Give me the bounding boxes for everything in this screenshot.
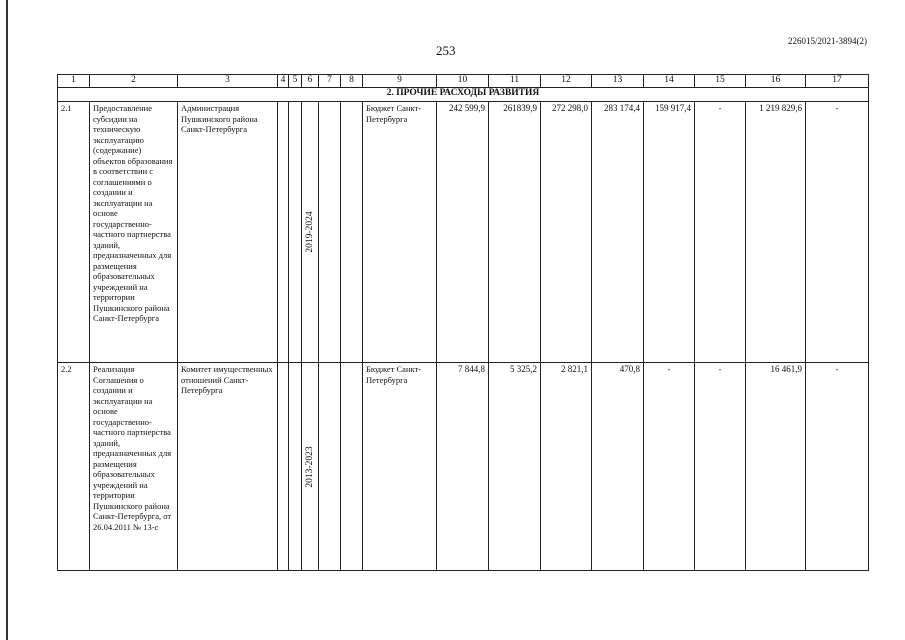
column-header: 9 xyxy=(363,75,437,88)
value-col17: - xyxy=(806,102,869,363)
cell-c8 xyxy=(341,102,363,363)
period: 2013-2023 xyxy=(304,445,315,488)
column-header: 13 xyxy=(592,75,644,88)
row-number: 2.2 xyxy=(58,363,90,571)
value-col17: - xyxy=(806,363,869,571)
row-number: 2.1 xyxy=(58,102,90,363)
column-header: 15 xyxy=(695,75,746,88)
value-col16: 1 219 829,6 xyxy=(746,102,806,363)
cell-c7 xyxy=(319,102,341,363)
cell-c4 xyxy=(278,102,289,363)
cell-c8 xyxy=(341,363,363,571)
value-col11: 261839,9 xyxy=(489,102,541,363)
column-header: 8 xyxy=(341,75,363,88)
cell-c4 xyxy=(278,363,289,571)
value-col12: 2 821,1 xyxy=(541,363,592,571)
column-header: 10 xyxy=(437,75,489,88)
cell-c5 xyxy=(289,363,302,571)
value-col11: 5 325,2 xyxy=(489,363,541,571)
value-col14: 159 917,4 xyxy=(644,102,695,363)
column-header: 5 xyxy=(289,75,302,88)
period: 2019-2024 xyxy=(304,211,315,253)
value-col14: - xyxy=(644,363,695,571)
value-col16: 16 461,9 xyxy=(746,363,806,571)
column-header: 12 xyxy=(541,75,592,88)
column-header: 4 xyxy=(278,75,289,88)
value-col10: 7 844,8 xyxy=(437,363,489,571)
budget-table xyxy=(57,74,869,571)
section-row xyxy=(58,88,869,102)
measure-name: Реализация Соглашения о создании и эксплуатации на основе государственно-частного партнерства зданий, предназначенных для размещения образовательных учреждений на территории Пушкинского района Санкт-Петербурга, от 26.04.2011 № 13-с xyxy=(90,363,178,571)
column-header: 11 xyxy=(489,75,541,88)
cell-c7 xyxy=(319,363,341,571)
column-number-row xyxy=(58,75,869,88)
section-title: 2. ПРОЧИЕ РАСХОДЫ РАЗВИТИЯ xyxy=(58,88,869,102)
page-number: 253 xyxy=(436,43,456,58)
period-cell xyxy=(302,102,319,363)
column-header: 16 xyxy=(746,75,806,88)
executor: Администрация Пушкинского района Санкт-Петербурга xyxy=(178,102,278,363)
table-row xyxy=(58,102,869,363)
column-header: 6 xyxy=(302,75,319,88)
column-header: 2 xyxy=(90,75,178,88)
value-col10: 242 599,9 xyxy=(437,102,489,363)
funding-source: Бюджет Санкт-Петербурга xyxy=(363,363,437,571)
column-header: 14 xyxy=(644,75,695,88)
value-col13: 283 174,4 xyxy=(592,102,644,363)
period-cell xyxy=(302,363,319,571)
value-col15: - xyxy=(695,102,746,363)
value-col13: 470,8 xyxy=(592,363,644,571)
column-header: 7 xyxy=(319,75,341,88)
cell-c5 xyxy=(289,102,302,363)
measure-name: Предоставление субсидии на техническую эксплуатацию (содержание) объектов образования в соответствии с соглашениями о создании и эксплуатации на основе государственно-частного партнерства зданий, предназначенных для размещения образовательных учреждений на территории Пушкинского района Санкт-Петербурга xyxy=(90,102,178,363)
value-col12: 272 298,0 xyxy=(541,102,592,363)
column-header: 3 xyxy=(178,75,278,88)
document-reference: 226015/2021-3894(2) xyxy=(788,36,867,46)
column-header: 1 xyxy=(58,75,90,88)
funding-source: Бюджет Санкт-Петербурга xyxy=(363,102,437,363)
left-margin-line xyxy=(6,0,8,640)
column-header: 17 xyxy=(806,75,869,88)
value-col15: - xyxy=(695,363,746,571)
table-row xyxy=(58,363,869,571)
executor: Комитет имущественных отношений Санкт-Петербурга xyxy=(178,363,278,571)
